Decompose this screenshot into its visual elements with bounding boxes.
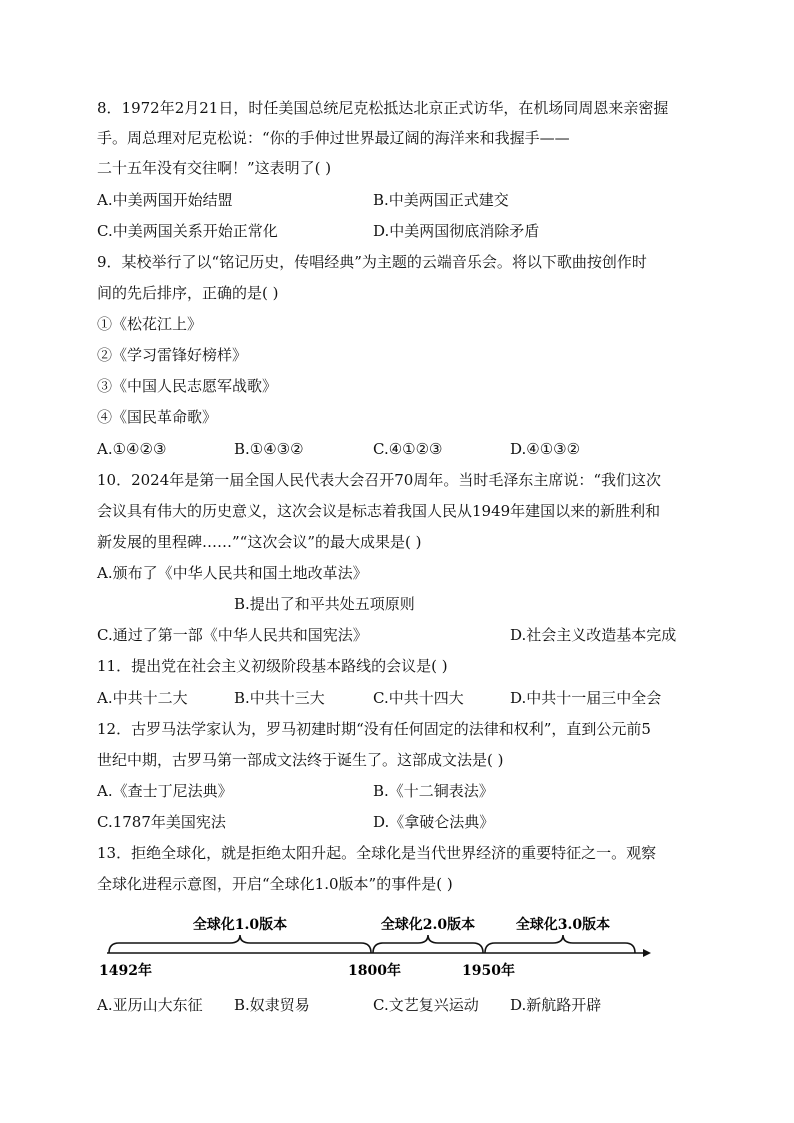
q12-stem-line-2: 世纪中期，古罗马第一部成文法终于诞生了。这部成文法是( ) (97, 751, 504, 769)
q12-option-d[interactable]: D.《拿破仑法典》 (373, 813, 495, 831)
timeline-year-3: 1950年 (462, 963, 515, 979)
q11-stem-line-1: 11．提出党在社会主义初级阶段基本路线的会议是( ) (97, 657, 448, 675)
q8-option-c[interactable]: C.中美两国关系开始正常化 (97, 222, 278, 240)
q9-item-3: ③《中国人民志愿军战歌》 (97, 377, 278, 395)
q8-option-d[interactable]: D.中美两国彻底消除矛盾 (373, 222, 540, 240)
q12-option-a[interactable]: A.《查士丁尼法典》 (97, 782, 233, 800)
q13-option-c[interactable]: C.文艺复兴运动 (373, 996, 479, 1014)
q12-option-c[interactable]: C.1787年美国宪法 (97, 813, 226, 831)
q9-item-2: ②《学习雷锋好榜样》 (97, 346, 248, 364)
q9-option-a[interactable]: A.①④②③ (97, 440, 167, 458)
timeline-label-1: 全球化1.0版本 (192, 917, 288, 933)
q10-stem-line-3: 新发展的里程碑……”“这次会议”的最大成果是( ) (97, 533, 422, 551)
timeline-brace-3 (485, 935, 635, 953)
q9-item-1: ①《松花江上》 (97, 315, 203, 333)
q10-option-d[interactable]: D.社会主义改造基本完成 (510, 626, 677, 644)
q11-option-c[interactable]: C.中共十四大 (373, 689, 464, 707)
q9-stem-line-1: 9．某校举行了以“铭记历史，传唱经典”为主题的云端音乐会。将以下歌曲按创作时 (97, 253, 647, 271)
q13-option-b[interactable]: B.奴隶贸易 (234, 996, 310, 1014)
q8-stem-line-1: 8．1972年2月21日，时任美国总统尼克松抵达北京正式访华，在机场同周恩来亲密握 (97, 99, 669, 117)
q10-stem-line-2: 会议具有伟大的历史意义，这次会议是标志着我国人民从1949年建国以来的新胜利和 (97, 502, 661, 520)
q11-option-d[interactable]: D.中共十一届三中全会 (510, 689, 662, 707)
timeline-year-2: 1800年 (348, 963, 401, 979)
q8-stem-line-2: 手。周总理对尼克松说：“你的手伸过世界最辽阔的海洋来和我握手—— (97, 129, 570, 147)
q10-stem-line-1: 10．2024年是第一届全国人民代表大会召开70周年。当时毛泽东主席说：“我们这次 (97, 471, 662, 489)
q13-option-d[interactable]: D.新航路开辟 (510, 996, 602, 1014)
q12-option-b[interactable]: B.《十二铜表法》 (373, 782, 494, 800)
q8-option-b[interactable]: B.中美两国正式建交 (373, 191, 509, 209)
q10-option-a[interactable]: A.颁布了《中华人民共和国土地改革法》 (97, 564, 368, 582)
q11-option-a[interactable]: A.中共十二大 (97, 689, 188, 707)
q9-option-c[interactable]: C.④①②③ (373, 440, 443, 458)
q9-item-4: ④《国民革命歌》 (97, 408, 218, 426)
timeline-arrow-icon (643, 949, 651, 957)
q8-option-a[interactable]: A.中美两国开始结盟 (97, 191, 233, 209)
timeline-brace-1 (109, 935, 371, 953)
q11-option-b[interactable]: B.中共十三大 (234, 689, 325, 707)
q13-stem-line-1: 13．拒绝全球化，就是拒绝太阳升起。全球化是当代世界经济的重要特征之一。观察 (97, 844, 657, 862)
q8-stem-line-3: 二十五年没有交往啊！”这表明了( ) (97, 159, 332, 177)
q10-option-c[interactable]: C.通过了第一部《中华人民共和国宪法》 (97, 626, 368, 644)
timeline-label-3: 全球化3.0版本 (515, 917, 611, 933)
q13-option-a[interactable]: A.亚历山大东征 (97, 996, 203, 1014)
globalization-timeline-diagram (95, 905, 665, 985)
q10-option-b[interactable]: B.提出了和平共处五项原则 (234, 595, 415, 613)
timeline-label-2: 全球化2.0版本 (380, 917, 476, 933)
timeline-year-1: 1492年 (99, 963, 152, 979)
q12-stem-line-1: 12．古罗马法学家认为，罗马初建时期“没有任何固定的法律和权利”，直到公元前5 (97, 720, 651, 738)
q9-option-b[interactable]: B.①④③② (234, 440, 304, 458)
timeline-brace-2 (373, 935, 483, 953)
q13-stem-line-2: 全球化进程示意图，开启“全球化1.0版本”的事件是( ) (97, 875, 453, 893)
q9-stem-line-2: 间的先后排序，正确的是( ) (97, 284, 279, 302)
q9-option-d[interactable]: D.④①③② (510, 440, 581, 458)
